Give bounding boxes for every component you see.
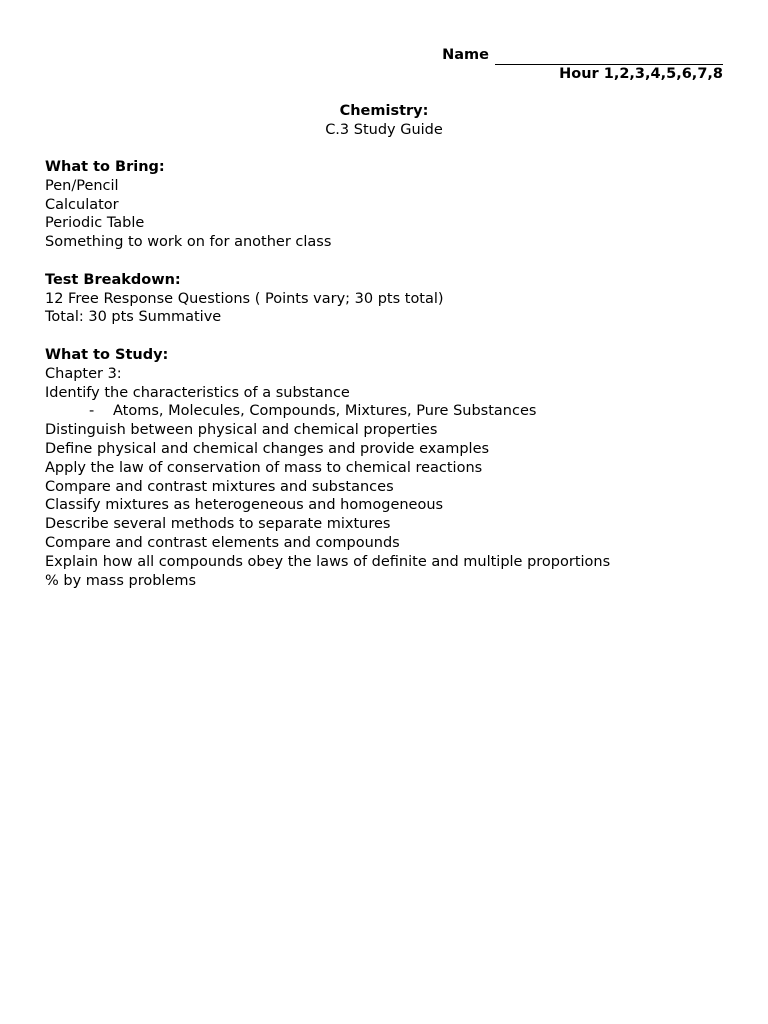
name-row [442,46,723,65]
list-item: Something to work on for another class [45,234,332,251]
title-block [0,102,768,140]
hour-label: Hour 1,2,3,4,5,6,7,8 [559,66,723,82]
chapter-label: Chapter 3: [45,365,122,382]
list-item: 12 Free Response Questions ( Points vary; 30 pts total) [45,290,444,307]
list-item: Define physical and chemical changes and provide examples [45,440,490,457]
sub-list-item-text: Atoms, Molecules, Compounds, Mixtures, Pure Substances [113,403,537,420]
document-content [45,158,735,609]
name-blank-line [495,49,723,65]
list-item: Calculator [45,196,119,213]
list-item: Describe several methods to separate mixtures [45,516,391,533]
list-item: Classify mixtures as heterogeneous and homogeneous [45,497,444,514]
list-item: Apply the law of conservation of mass to chemical reactions [45,459,483,476]
document-subtitle: C.3 Study Guide [325,122,443,138]
list-item: Compare and contrast mixtures and substances [45,478,394,495]
list-item: % by mass problems [45,572,197,589]
header-block [442,46,723,84]
list-item: Distinguish between physical and chemical properties [45,422,438,439]
dash-bullet: - [89,403,95,420]
list-item: Explain how all compounds obey the laws of definite and multiple proportions [45,553,611,570]
section-what-to-bring [45,158,735,252]
list-item: Total: 30 pts Summative [45,309,222,326]
list-item: Periodic Table [45,215,145,232]
list-item: Compare and contrast elements and compounds [45,534,400,551]
section-heading: What to Bring: [45,159,165,175]
section-heading: Test Breakdown: [45,271,181,288]
name-label: Name [442,47,489,63]
list-item: Identify the characteristics of a substance [45,384,350,401]
section-what-to-study [45,346,735,590]
document-subject: Chemistry: [339,103,429,119]
section-test-breakdown [45,271,735,327]
section-heading: What to Study: [45,346,169,363]
sub-list-item [45,402,735,421]
list-item: Pen/Pencil [45,177,119,194]
